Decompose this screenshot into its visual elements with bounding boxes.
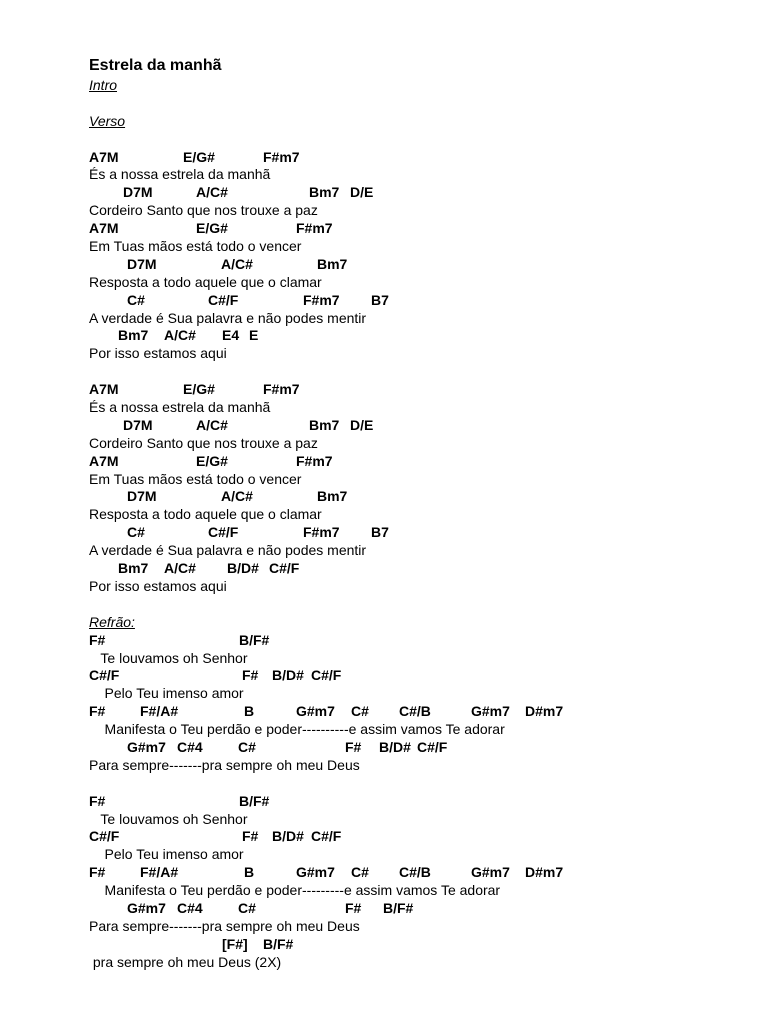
chord: C#: [351, 864, 369, 881]
chord-line: [89, 327, 729, 345]
chord: Bm7: [317, 255, 348, 272]
chord: C#: [238, 899, 256, 916]
chord: A7M: [89, 220, 119, 237]
chord: C#/F: [89, 828, 120, 845]
chord: C#: [127, 291, 145, 308]
chord: C#: [127, 524, 145, 541]
chord-line: [89, 488, 729, 506]
section-heading: Refrão:: [89, 613, 135, 630]
chord: B/F#: [383, 899, 414, 916]
chord: F#m7: [296, 220, 333, 237]
lyric-line: Te louvamos oh Senhor: [89, 649, 248, 666]
chord: D#m7: [525, 864, 564, 881]
chord: E4: [222, 327, 240, 344]
lyric-line: Por isso estamos aqui: [89, 345, 227, 362]
section-heading: Verso: [89, 112, 126, 129]
lyric-line: Para sempre-------pra sempre oh meu Deus: [89, 917, 360, 934]
chord: C#4: [177, 738, 203, 755]
chord: C#/F: [311, 828, 342, 845]
chord: F#m7: [303, 524, 340, 541]
chord-line: [89, 149, 729, 167]
chord-line: [89, 900, 729, 918]
section-heading: Intro: [89, 77, 118, 93]
chord: F#/A#: [140, 703, 179, 720]
chord: B7: [371, 291, 389, 308]
lyric-line: pra sempre oh meu Deus (2X): [89, 953, 282, 970]
chord: A/C#: [164, 327, 196, 344]
chord-sheet: [89, 55, 729, 972]
chord: Bm7: [309, 184, 340, 201]
chord: C#/F: [417, 738, 448, 755]
chord: F#m7: [263, 381, 300, 398]
chord: F#: [242, 667, 259, 684]
chord: A/C#: [221, 488, 253, 505]
chord-line: [89, 220, 729, 238]
chord: Bm7: [309, 416, 340, 433]
chord: C#4: [177, 899, 203, 916]
chord: Bm7: [317, 488, 348, 505]
chord: D7M: [127, 488, 157, 505]
chord: F#m7: [303, 291, 340, 308]
chord-line: [89, 524, 729, 542]
lyric-line: A verdade é Sua palavra e não podes mentir: [89, 309, 367, 326]
lyric-line: Cordeiro Santo que nos trouxe a paz: [89, 434, 318, 451]
chord: A/C#: [221, 255, 253, 272]
chord-line: [89, 632, 729, 650]
chord: C#/F: [208, 291, 239, 308]
blank-line: [89, 775, 729, 793]
chord-line: [89, 381, 729, 399]
chord-line: [89, 739, 729, 757]
chord: G#m7: [471, 703, 510, 720]
chord: C#/F: [208, 524, 239, 541]
chord: A/C#: [196, 184, 228, 201]
chord-line: [89, 828, 729, 846]
chord: G#m7: [127, 899, 166, 916]
lyric-line: Em Tuas mãos está todo o vencer: [89, 470, 302, 487]
chord: B/F#: [263, 935, 294, 952]
chord: Bm7: [118, 560, 149, 577]
chord-line: [89, 667, 729, 685]
chord: D/E: [350, 184, 374, 201]
lyric-line: És a nossa estrela da manhã: [89, 166, 271, 183]
chord: C#/F: [269, 560, 300, 577]
chord: G#m7: [127, 738, 166, 755]
chord-line: [89, 292, 729, 310]
chord-line: [89, 417, 729, 435]
chord: B/D#: [379, 738, 411, 755]
chord-line: [89, 184, 729, 202]
chord-line: [89, 560, 729, 578]
chord-line: [89, 793, 729, 811]
chord: E: [249, 327, 259, 344]
chord: E/G#: [196, 220, 228, 237]
chord: B/D#: [272, 667, 304, 684]
chord: F#: [89, 703, 106, 720]
lyric-line: Cordeiro Santo que nos trouxe a paz: [89, 202, 318, 219]
chord: E/G#: [183, 148, 215, 165]
chord-line: [89, 864, 729, 882]
chord: [F#]: [222, 935, 248, 952]
chord: B/D#: [272, 828, 304, 845]
chord: Bm7: [118, 327, 149, 344]
chord-line: [89, 936, 729, 954]
chord: C#/B: [399, 864, 431, 881]
blank-line: [89, 131, 729, 149]
chord: G#m7: [296, 703, 335, 720]
chord: E/G#: [196, 452, 228, 469]
chord: B: [244, 864, 255, 881]
chord: A7M: [89, 381, 119, 398]
chord: C#/F: [89, 667, 120, 684]
chord: D7M: [127, 255, 157, 272]
chord: F#: [89, 864, 106, 881]
lyric-line: Para sempre-------pra sempre oh meu Deus: [89, 756, 360, 773]
chord: D#m7: [525, 703, 564, 720]
chord: C#: [238, 738, 256, 755]
chord: B/F#: [239, 631, 270, 648]
chord: F#: [242, 828, 259, 845]
lyric-line: Te louvamos oh Senhor: [89, 810, 248, 827]
chord: G#m7: [296, 864, 335, 881]
lyric-line: Resposta a todo aquele que o clamar: [89, 506, 322, 523]
chord: G#m7: [471, 864, 510, 881]
blank-line: [89, 596, 729, 614]
lyric-line: Pelo Teu imenso amor: [89, 685, 244, 702]
lyric-line: Em Tuas mãos está todo o vencer: [89, 238, 302, 255]
lyric-line: Manifesta o Teu perdão e poder---------e assim vamos Te adorar: [89, 882, 501, 899]
chord: B/F#: [239, 792, 270, 809]
chord-line: [89, 256, 729, 274]
chord: F#: [89, 792, 106, 809]
chord: F#/A#: [140, 864, 179, 881]
chord: D/E: [350, 416, 374, 433]
chord-line: [89, 453, 729, 471]
lyric-line: Por isso estamos aqui: [89, 577, 227, 594]
lyric-line: Pelo Teu imenso amor: [89, 846, 244, 863]
chord: A7M: [89, 452, 119, 469]
chord: F#: [345, 899, 362, 916]
chord: C#: [351, 703, 369, 720]
blank-line: [89, 95, 729, 113]
chord: F#: [345, 738, 362, 755]
chord: A/C#: [164, 560, 196, 577]
lyric-line: És a nossa estrela da manhã: [89, 399, 271, 416]
chord: F#: [89, 631, 106, 648]
chord: D7M: [123, 416, 153, 433]
chord-line: [89, 703, 729, 721]
song-title: Estrela da manhã: [89, 57, 222, 74]
chord: F#m7: [296, 452, 333, 469]
blank-line: [89, 363, 729, 381]
chord: B/D#: [227, 560, 259, 577]
chord: F#m7: [263, 148, 300, 165]
chord: C#/B: [399, 703, 431, 720]
chord: A/C#: [196, 416, 228, 433]
song-body: [89, 77, 729, 972]
chord: B: [244, 703, 255, 720]
chord: B7: [371, 524, 389, 541]
chord: A7M: [89, 148, 119, 165]
lyric-line: Manifesta o Teu perdão e poder----------e assim vamos Te adorar: [89, 721, 505, 738]
chord: D7M: [123, 184, 153, 201]
lyric-line: Resposta a todo aquele que o clamar: [89, 273, 322, 290]
lyric-line: A verdade é Sua palavra e não podes mentir: [89, 542, 367, 559]
chord: E/G#: [183, 381, 215, 398]
chord: C#/F: [311, 667, 342, 684]
